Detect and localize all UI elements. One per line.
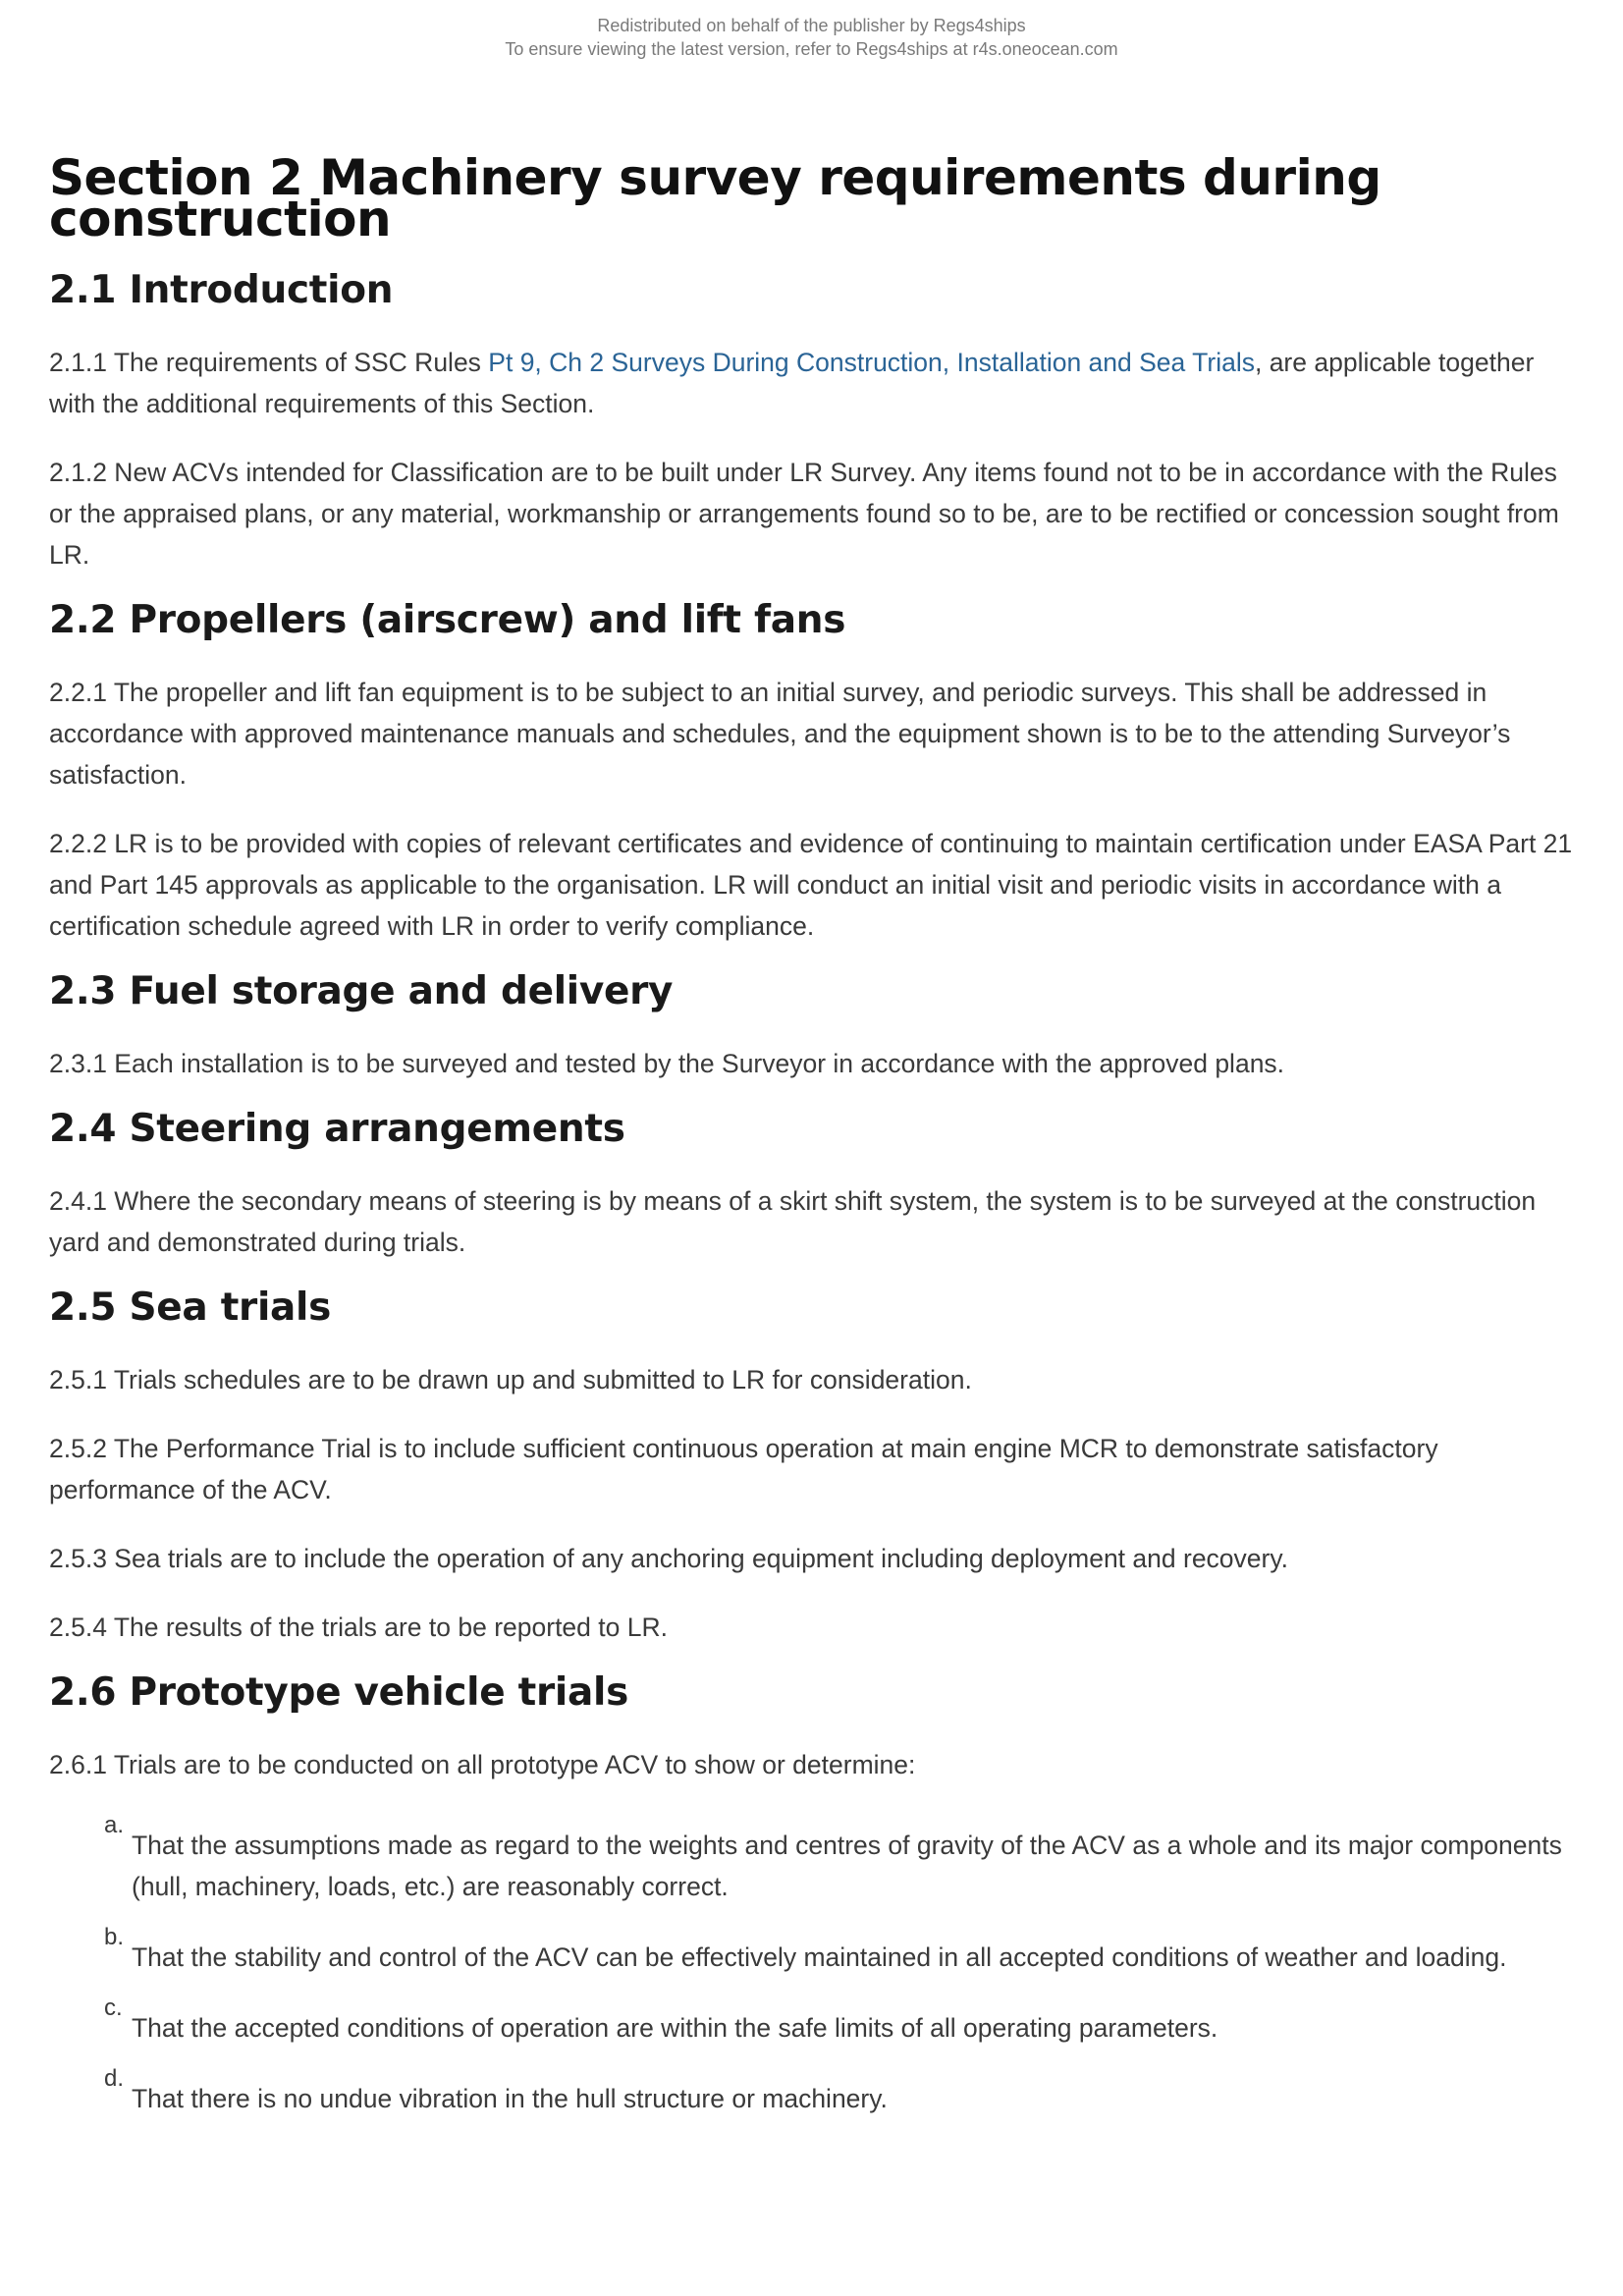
list-marker: a.	[104, 1812, 125, 1838]
paragraph-2-3-1: 2.3.1 Each installation is to be surveyed and tested by the Surveyor in accordance with the approved plans.	[49, 1049, 1285, 1078]
page-title	[49, 149, 1581, 247]
list-item	[49, 1924, 1581, 1978]
list-marker: c.	[104, 1995, 123, 2021]
page-title-line-2: construction	[49, 191, 392, 247]
list-marker: b.	[104, 1924, 125, 1950]
heading-2-6: 2.6 Prototype vehicle trials	[49, 1670, 628, 1715]
paragraph-2-6-1: 2.6.1 Trials are to be conducted on all prototype ACV to show or determine:	[49, 1750, 916, 1779]
list-item-text: That the assumptions made as regard to the weights and centres of gravity of the ACV as a whole and its major components (hull, machinery, loads, etc.) are reasonably correct.	[132, 1831, 1562, 1901]
list-item	[49, 2065, 1581, 2119]
list-item	[49, 1995, 1581, 2049]
paragraph-2-5-2: 2.5.2 The Performance Trial is to include sufficient continuous operation at main engine MCR to demonstrate satisfactory performance of the ACV.	[49, 1434, 1438, 1504]
paragraph-2-1-1-end: , are applicable together with the additional requirements of this Section.	[49, 348, 1535, 418]
heading-2-4: 2.4 Steering arrangements	[49, 1107, 625, 1151]
paragraph-2-5-3: 2.5.3 Sea trials are to include the operation of any anchoring equipment including deployment and recovery.	[49, 1544, 1288, 1573]
paragraph-2-5-4: 2.5.4 The results of the trials are to be reported to LR.	[49, 1613, 668, 1642]
paragraph-2-2-1: 2.2.1 The propeller and lift fan equipment is to be subject to an initial survey, and periodic surveys. This shall be addressed in accordance with approved maintenance manuals and schedules, and the equipment shown is to be to the attending Surveyor’s satisfaction.	[49, 678, 1511, 790]
heading-2-2: 2.2 Propellers (airscrew) and lift fans	[49, 598, 846, 642]
ssc-rules-link[interactable]: Pt 9, Ch 2 Surveys During Construction, Installation and Sea Trials	[488, 348, 1255, 377]
heading-2-5: 2.5 Sea trials	[49, 1285, 332, 1330]
list-item-text: That there is no undue vibration in the hull structure or machinery.	[132, 2084, 888, 2113]
trial-requirements-list	[49, 1812, 1581, 2119]
paragraph-2-2-2: 2.2.2 LR is to be provided with copies of relevant certificates and evidence of continuing to maintain certification under EASA Part 21 and Part 145 approvals as applicable to the organisation. LR will conduct an initial visit and periodic visits in accordance with a certification schedule agreed with LR in order to verify compliance.	[49, 829, 1573, 941]
redistribution-banner	[0, 14, 1623, 61]
list-item	[49, 1812, 1581, 1907]
document-body	[49, 149, 1581, 2119]
list-item-text: That the stability and control of the ACV can be effectively maintained in all accepted conditions of weather and loading.	[132, 1942, 1507, 1972]
heading-2-1: 2.1 Introduction	[49, 268, 394, 312]
page-title-line-1: Section 2 Machinery survey requirements during	[49, 149, 1381, 206]
banner-line-1: Redistributed on behalf of the publisher by Regs4ships	[597, 16, 1026, 35]
paragraph-2-4-1: 2.4.1 Where the secondary means of steering is by means of a skirt shift system, the system is to be surveyed at the construction yard and demonstrated during trials.	[49, 1186, 1537, 1257]
paragraph-2-1-1-start: 2.1.1 The requirements of SSC Rules	[49, 348, 489, 377]
heading-2-3: 2.3 Fuel storage and delivery	[49, 969, 674, 1013]
paragraph-2-5-1: 2.5.1 Trials schedules are to be drawn up and submitted to LR for consideration.	[49, 1365, 972, 1394]
banner-line-2: To ensure viewing the latest version, refer to Regs4ships at r4s.oneocean.com	[505, 39, 1118, 59]
paragraph-2-1-1	[49, 342, 1581, 424]
list-item-text: That the accepted conditions of operation are within the safe limits of all operating parameters.	[132, 2013, 1218, 2043]
list-marker: d.	[104, 2065, 125, 2092]
paragraph-2-1-2: 2.1.2 New ACVs intended for Classification are to be built under LR Survey. Any items found not to be in accordance with the Rules or the appraised plans, or any material, workmanship or arrangements found so to be, are to be rectified or concession sought from LR.	[49, 458, 1559, 570]
